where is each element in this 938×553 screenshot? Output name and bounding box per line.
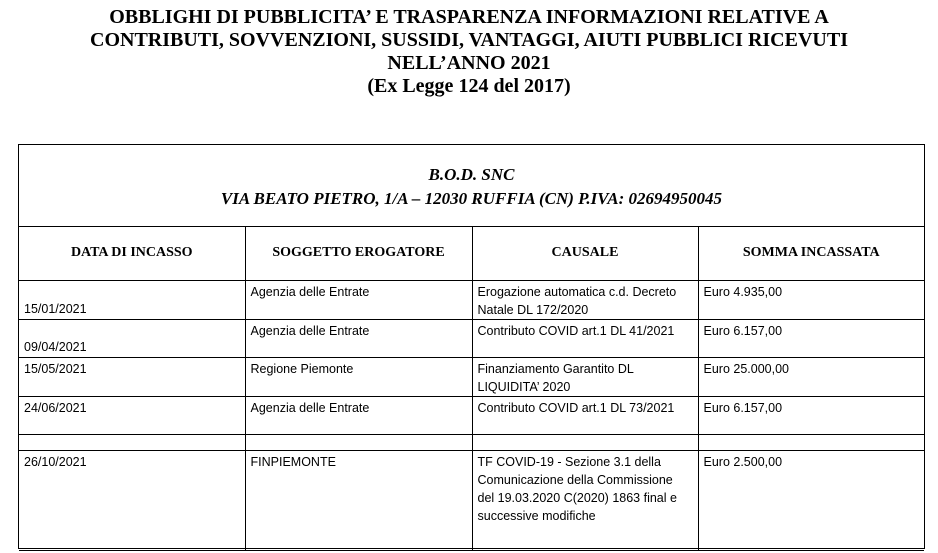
cell-date: 15/01/2021 xyxy=(19,280,245,319)
cell-amount: Euro 4.935,00 xyxy=(698,280,924,319)
table-row xyxy=(19,280,924,319)
cell-source: Agenzia delle Entrate xyxy=(245,396,472,434)
company-address: VIA BEATO PIETRO, 1/A – 12030 RUFFIA (CN) P.IVA: 02694950045 xyxy=(220,189,723,208)
cell-source: Agenzia delle Entrate xyxy=(245,280,472,319)
cell-reason: TF COVID-19 - Sezione 3.1 della Comunicazione della Commissione del 19.03.2020 C(2020) 1863 final e successive modifiche xyxy=(472,450,698,550)
cell-amount: Euro 2.500,00 xyxy=(698,450,924,550)
cell-amount: Euro 6.157,00 xyxy=(698,396,924,434)
cell-source: FINPIEMONTE xyxy=(245,450,472,550)
title-line-2: CONTRIBUTI, SOVVENZIONI, SUSSIDI, VANTAGGI, AIUTI PUBBLICI RICEVUTI xyxy=(90,29,848,51)
cell-date: 24/06/2021 xyxy=(19,396,245,434)
title-line-3: NELL’ANNO 2021 xyxy=(387,52,551,74)
header-date: DATA DI INCASSO xyxy=(19,227,245,280)
table-row xyxy=(19,319,924,357)
cell-amount: Euro 6.157,00 xyxy=(698,319,924,357)
contributions-table-frame xyxy=(18,144,925,549)
cell-source: Agenzia delle Entrate xyxy=(245,319,472,357)
header-amount: SOMMA INCASSATA xyxy=(698,227,924,280)
document-title xyxy=(0,6,938,98)
table-row xyxy=(19,450,924,550)
cell-amount: Euro 25.000,00 xyxy=(698,357,924,396)
table-header-row xyxy=(19,227,924,280)
cell-reason: Contributo COVID art.1 DL 41/2021 xyxy=(472,319,698,357)
cell-date: 26/10/2021 xyxy=(19,450,245,550)
cell-date: 15/05/2021 xyxy=(19,357,245,396)
company-name: B.O.D. SNC xyxy=(428,165,515,184)
cell-reason: Erogazione automatica c.d. Decreto Natale DL 172/2020 xyxy=(472,280,698,319)
title-line-4: (Ex Legge 124 del 2017) xyxy=(367,75,571,97)
table-row xyxy=(19,396,924,434)
cell-date: 09/04/2021 xyxy=(19,319,245,357)
table-row xyxy=(19,357,924,396)
header-source: SOGGETTO EROGATORE xyxy=(245,227,472,280)
title-line-1: OBBLIGHI DI PUBBLICITA’ E TRASPARENZA INFORMAZIONI RELATIVE A xyxy=(109,6,829,28)
contributions-table xyxy=(19,227,924,551)
table-row-empty xyxy=(19,434,924,450)
cell-reason: Contributo COVID art.1 DL 73/2021 xyxy=(472,396,698,434)
cell-reason: Finanziamento Garantito DL LIQUIDITA’ 2020 xyxy=(472,357,698,396)
header-reason: CAUSALE xyxy=(472,227,698,280)
company-header xyxy=(19,145,924,227)
cell-source: Regione Piemonte xyxy=(245,357,472,396)
